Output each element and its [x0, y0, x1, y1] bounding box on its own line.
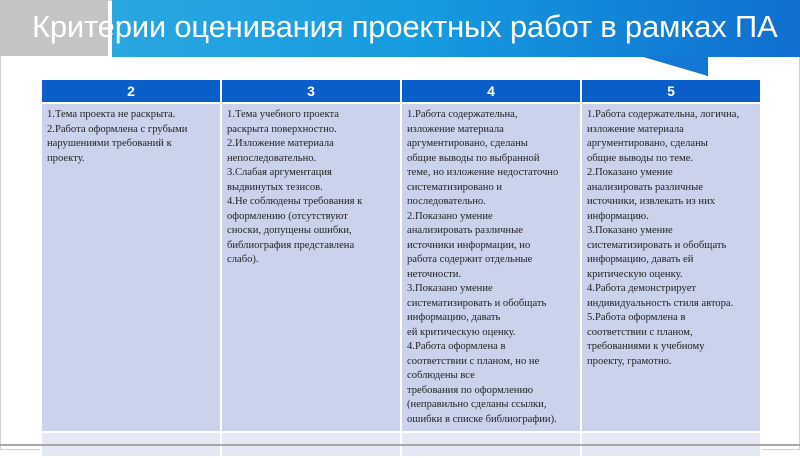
criteria-grade-4: 1.Работа содержательна, изложение материала аргументировано, сделаны общие выводы по выбранной теме, но изложение недостаточно систематизировано и последовательно. 2.Показано умение анализировать различные источники информации, но работа содержит отдельные неточности. 3.Показано умение систематизировать и обобщать информацию, давать ей критическую оценку. 4.Работа оформлена в соответствии с планом, но не соблюдены все требования по оформлению (неправильно сделаны ссылки, ошибки в списке библиографии). — [401, 103, 581, 432]
header-grade-4: 4 — [401, 79, 581, 103]
criteria-grade-3: 1.Тема учебного проекта раскрыта поверхностно. 2.Изложение материала непоследовательно. 3.Слабая аргументация выдвинутых тезисов. 4.Не соблюдены требования к оформлению (отсутствуют сноски, допущены ошибки, библиография представлена слабо). — [221, 103, 401, 432]
criteria-grade-2: 1.Тема проекта не раскрыта. 2.Работа оформлена с грубыми нарушениями требований к проекту. — [41, 103, 221, 432]
table-header-row — [41, 79, 761, 103]
slide-title: Критерии оценивания проектных работ в рамках ПА — [32, 9, 778, 44]
banner-callout-edge — [706, 56, 708, 76]
banner-callout-notch — [640, 56, 708, 76]
header-grade-5: 5 — [581, 79, 761, 103]
criteria-table — [40, 78, 762, 458]
bottom-divider — [0, 444, 800, 446]
criteria-grade-5: 1.Работа содержательна, логична, изложение материала аргументировано, сделаны общие выводы по теме. 2.Показано умение анализировать различные источники, извлекать из них информацию. 3.Показано умение систематизировать и обобщать информацию, давать ей критическую оценку. 4.Работа демонстрирует индивидуальность стиля автора. 5.Работа оформлена в соответствии с планом, требованиями к учебному проекту, грамотно. — [581, 103, 761, 432]
table-row — [41, 103, 761, 432]
header-grade-3: 3 — [221, 79, 401, 103]
header-grade-2: 2 — [41, 79, 221, 103]
